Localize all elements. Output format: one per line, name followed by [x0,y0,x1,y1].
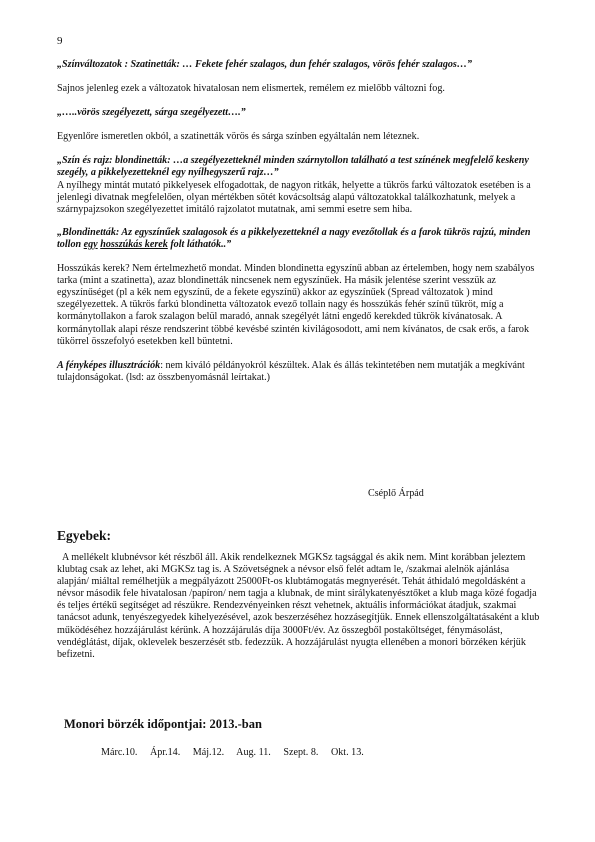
market-date: Máj.12. [192,747,225,758]
market-date: Aug. 11. [236,747,271,758]
market-date: Márc.10. [101,747,138,758]
comment-bordered: Egyenlőre ismeretlen okból, a szatinetták vörös és sárga színben egyáltalán nem léteznek. [57,131,420,143]
quote-color-pattern: „Szín és rajz: blondinetták: …a szegélyezetteknél minden szárnytollon található a test színének megfelelő keskeny szegély, a pikkelyezetteknél egy nyílhegyszerű rajz…” [57,155,529,179]
comment-color-pattern: A nyílhegy mintát mutató pikkelyesek elfogadottak, de nagyon ritkák, helyette a tükrös farkú változatok esetében is a jelenlegi divatnak megfelelően, olyan mértékben sötét kovácsoltság alapú változatokkal találkozhatunk, melyek a szárnypajzsokon szegélyezettet imitáló rajzolatot mutatnak, ami semmi esetre sem hiba. [57,179,531,215]
quote-color-variants: „Színváltozatok : Szatinetták: … Fekete fehér szalagos, dun fehér szalagos, vörös fehér szalagos…” [57,59,472,70]
section-heading-egyebek: Egyebek: [57,528,111,543]
club-membership-paragraph: A mellékelt klubnévsor két részből áll. Akik rendelkeznek MGKSz tagsággal és akik nem. Mint korábban jeleztem klubtag csak az lehet, aki MGKSz tag is. A Szövetségnek a névsor első felét adtam le, /szakmai alelnök ajánlása alapján/ miáltal remélhetjük a megpályázott 25000Ft-os klubtámogatás megnyerését. Tehát áthidaló megoldásként a névsor második fele hivatalosan /papíron/ nem tagja a klubnak, de mint sirálykatenyésztőket a klub maga közé fogadja és teljes értékű segítséget ad részükre. Rendezvényeinken részt vehetnek, aktuális információkat átadjuk, szakmai tanácsot adunk, tenyészegyedek kihelyezésével, azok beszerzéséhez hozzásegítjük. Ennek ellenszolgáltatásaként a klub működéséhez hozzájárulást kérünk. A hozzájárulás díja 3000Ft/év. Az összegből postaköltséget, fénymásolást, vendéglátást, díjak, oklevelek beszerzését stb. fedezzük. A hozzájárulást nyugta ellenében a monori börzéken kérjük befizetni. [57,552,540,660]
quote-blondinettes: „Blondinetták: Az egyszínűek szalagosok és a pikkelyezetteknél a nagy evezőtollak és a farok tükrös rajzú, minden tollon egy hosszúkás kerek folt láthatók..” [57,226,531,250]
author-signature: Cséplő Árpád [368,488,424,499]
market-dates-list [101,747,374,758]
market-date: Ápr.14. [149,747,181,758]
comment-color-variants: Sajnos jelenleg ezek a változatok hivatalosan nem elismertek, remélem ez mielőbb változni fog. [57,83,445,95]
quote-bordered: „…..vörös szegélyezett, sárga szegélyezett….” [57,107,246,119]
market-date: Okt. 13. [330,747,364,758]
page-number: 9 [57,35,63,47]
comment-blondinettes: Hosszúkás kerek? Nem értelmezhető mondat. Minden blondinetta egyszínű abban az értelemben, hogy nem szabályos tarka (mint a szatinetta), azaz blondinetták nincsenek nem egyszínűek. Ha másik jelentése szerint vesszük az egyszínűséget (pl a kék nem egyszínű, de a fekete egyszínű) akkor az egyszínűek (Spread változatok ) mind szegélyezettek. A tükrös farkú blondinetta változatok evező tollain nagy és hosszúkás fehér színű tükröt, míg a kormánytollakon a farok szalagon belül maradó, annak szegélyét látni engedő kerekded tükrök kívánatosak. A kormánytollak alapi része rendszerint többé kevésbé szintén kivilágosodott, ami nem kívánatos, de csak erős, a farok tükörrel összefolyó esetekben kell büntetni. [57,263,535,347]
market-date: Szept. 8. [283,747,319,758]
section-heading-monor: Monori börzék időpontjai: 2013.-ban [64,717,262,731]
comment-illustrations: A fényképes illusztrációk: nem kiváló példányokról készültek. Alak és állás tekintetében nem mutatják a megkívánt tulajdonságokat. (lsd: az összbenyomásnál leírtakat.) [57,359,525,383]
standard-notes [57,59,543,384]
